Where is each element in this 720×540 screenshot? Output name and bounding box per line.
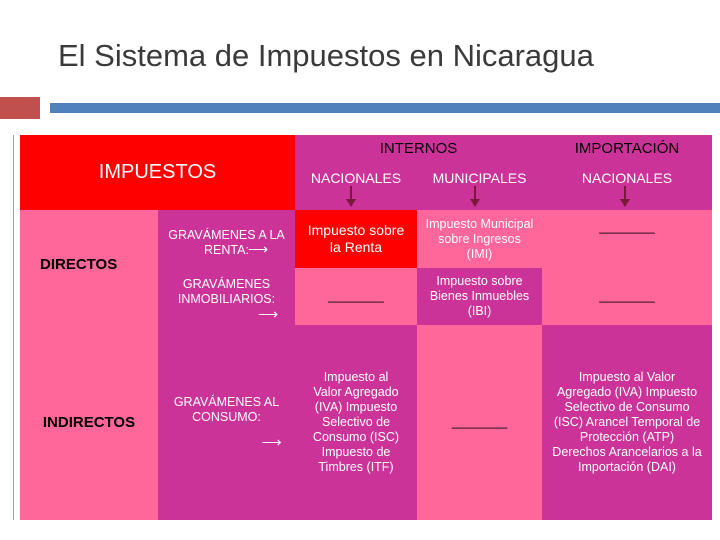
inmob-nacionales-cell: ________ — [295, 268, 417, 325]
divider-line — [13, 135, 14, 520]
inmob-label: GRAVÁMENES INMOBILIARIOS: — [177, 277, 276, 306]
renta-nacionales-cell: Impuesto sobre la Renta — [295, 210, 417, 268]
accent-bar-red — [0, 97, 40, 119]
arrow-right-icon: ⟶ — [261, 434, 282, 450]
arrow-head-icon — [346, 199, 356, 207]
page-title: El Sistema de Impuestos en Nicaragua — [58, 38, 594, 73]
renta-label: GRAVÁMENES A LA RENTA: — [168, 227, 285, 257]
arrow-right-icon: ⟶ — [248, 240, 269, 257]
consumo-importacion-cell: Impuesto al Valor Agregado (IVA) Impuesto Selectivo de Consumo (ISC) Arancel Temporal de Protección (ATP) Derechos Arancelarios a la Importación (DAI) — [542, 325, 712, 520]
arrow-right-icon: ⟶ — [258, 306, 279, 322]
arrow-down-icon — [624, 186, 626, 200]
impuestos-header: IMPUESTOS — [20, 135, 295, 210]
nacionales-importacion-header: NACIONALES — [542, 162, 712, 210]
arrow-head-icon — [470, 199, 480, 207]
renta-importacion-cell: ________ — [542, 210, 712, 268]
nacionales-header: NACIONALES — [295, 162, 417, 210]
consumo-municipales-cell: ________ — [417, 325, 542, 520]
inmob-municipales-cell: Impuesto sobre Bienes Inmuebles (IBI) — [417, 268, 542, 325]
municipales-header: MUNICIPALES — [417, 162, 542, 210]
directos-label: DIRECTOS — [20, 210, 158, 325]
arrow-head-icon — [620, 199, 630, 207]
renta-label-cell — [158, 210, 295, 268]
internos-header: INTERNOS — [295, 135, 542, 162]
indirectos-label: INDIRECTOS — [20, 325, 158, 520]
arrow-down-icon — [474, 186, 476, 200]
renta-municipales-cell: Impuesto Municipal sobre Ingresos (IMI) — [417, 210, 542, 268]
inmob-label-cell — [158, 268, 295, 325]
consumo-label: GRAVÁMENES AL CONSUMO: — [173, 395, 280, 424]
accent-bar-blue — [50, 103, 720, 113]
consumo-nacionales-cell: Impuesto al Valor Agregado (IVA) Impuesto Selectivo de Consumo (ISC) Impuesto de Timbres (ITF) — [295, 325, 417, 520]
arrow-down-icon — [350, 186, 352, 200]
importacion-header: IMPORTACIÓN — [542, 135, 712, 162]
consumo-label-cell — [158, 325, 295, 520]
inmob-importacion-cell: ________ — [542, 268, 712, 325]
